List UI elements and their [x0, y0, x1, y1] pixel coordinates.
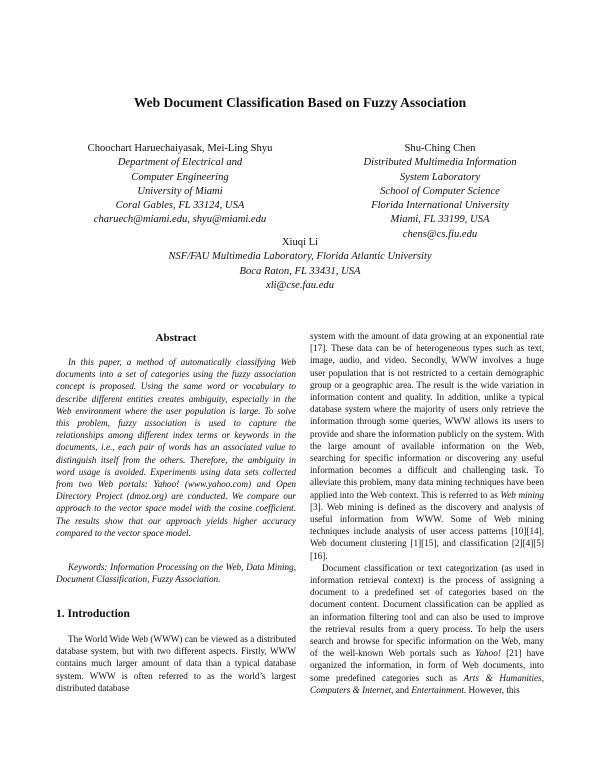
right-column-body: [310, 330, 544, 696]
keywords: Keywords: Information Processing on the Web, Data Mining, Document Classification, Fuzzy Association.: [56, 562, 296, 585]
author-email: charuech@miami.edu, shyu@miami.edu: [93, 214, 267, 226]
author-affiliation-line: Department of Electrical and: [117, 157, 243, 169]
author-affiliation-line: Distributed Multimedia Information: [363, 157, 517, 169]
author-block-3: [160, 236, 440, 293]
author-affiliation-line: School of Computer Science: [380, 185, 500, 197]
author-affiliation-line: Miami, FL 33199, USA: [390, 214, 490, 226]
author-name: Xiuqi Li: [281, 237, 319, 248]
author-affiliation-line: Boca Raton, FL 33431, USA: [239, 265, 361, 277]
author-affiliation-line: NSF/FAU Multimedia Laboratory, Florida Atlantic University: [168, 251, 432, 263]
introduction-text: The World Wide Web (WWW) can be viewed as a distributed database system, but with two different aspects. Firstly, WWW contains much larger amount of data than a typical database system. WWW is often referred to as the world’s largest distributed database: [56, 634, 296, 693]
author-affiliation-line: Computer Engineering: [131, 171, 229, 183]
paragraph: Document classification or text categorization (as used in information retrieval context) is the process of assigning a document to a predefined set of categories based on the document content. Document classification can be applied as an information filtering tool and can also be used to improve the retrieval results from a query process. To help the users search and browse for specific information on the Web, many of the well-known Web portals such as Yahoo! [21] have organized the information, in form of Web documents, into some predefined categories such as Arts & Humanities, Computers & Internet, and Entertainment. However, this: [310, 562, 544, 695]
abstract-heading: Abstract: [155, 332, 197, 344]
author-affiliation-line: University of Miami: [137, 185, 223, 197]
author-email: chens@cs.fiu.edu: [402, 228, 478, 240]
section-heading-introduction: 1. Introduction: [56, 608, 130, 620]
paragraph: system with the amount of data growing at an exponential rate [17]. These data can be of heterogeneous types such as text, image, audio, and video. Secondly, WWW involves a huge user population that is not restricted to a certain demographic group or a geographic area. The result is the wide variation in information content and quality. In addition, unlike a typical database system where the majority of users only retrieve the information through some queries, WWW allows its users to provide and share the information publicly on the system. With the large amount of available information on the Web, searching for specific information or discovering any useful information becomes a difficult and challenging task. To alleviate this problem, many data mining techniques have been applied into the Web context. This is referred to as Web mining [3]. Web mining is defined as the discovery and analysis of useful information from WWW. Some of Web mining techniques include analysis of user access patterns [10][14], Web document clustering [1][15], and classification [2][4][5][16].: [310, 331, 544, 561]
author-email: xli@cse.fau.edu: [266, 279, 334, 291]
paper-title: Web Document Classification Based on Fuzzy Association: [133, 95, 467, 110]
abstract-text: In this paper, a method of automatically classifying Web documents into a set of categories using the fuzzy association concept is proposed. Using the same word or vocabulary to describe different entities creates ambiguity, especially in the Web environment where the user population is large. To solve this problem, fuzzy association is used to capture the relationships among different index terms or keywords in the documents, i.e., each pair of words has an associated value to distinguish itself from the others. Therefore, the ambiguity in word usage is avoided. Experiments using data sets collected from two Web portals: Yahoo! (www.yahoo.com) and Open Directory Project (dmoz.org) are conducted. We compare our approach to the vector space model with the cosine coefficient. The results show that our approach yields higher accuracy compared to the vector space model.: [56, 357, 296, 538]
author-block-1: [58, 142, 302, 228]
author-affiliation-line: System Laboratory: [399, 171, 481, 183]
author-name: Shu-Ching Chen: [404, 143, 476, 154]
author-affiliation-line: Florida International University: [371, 200, 509, 212]
author-block-2: [318, 142, 562, 242]
author-name: Choochart Haruechaiyasak, Mei-Ling Shyu: [87, 143, 273, 154]
author-affiliation-line: Coral Gables, FL 33124, USA: [115, 200, 245, 212]
